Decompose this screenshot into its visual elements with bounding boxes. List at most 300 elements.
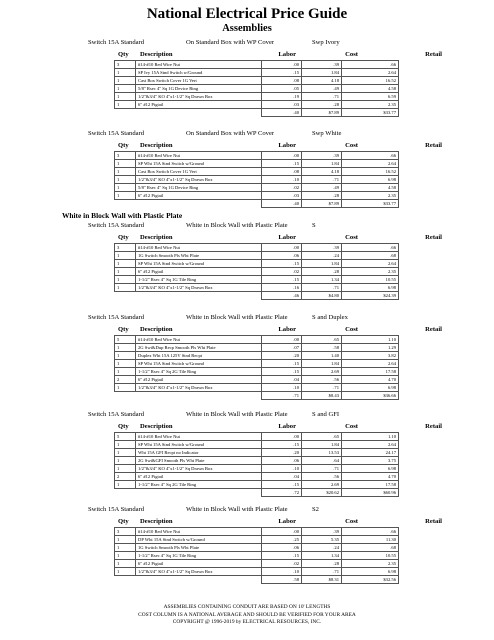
cell-qty: 1 <box>115 93 136 101</box>
cell-qty: 5 <box>115 433 136 441</box>
section-header <box>0 504 494 516</box>
cell-labor: .00 <box>262 528 302 536</box>
cell-description: Cast Box Switch Cover 1G Vert <box>136 168 262 176</box>
cell-description: 1G Switch Smooth Pls Wht Plate <box>136 252 262 260</box>
cell-labor: .05 <box>262 85 302 93</box>
cell-retail: .66 <box>342 528 399 536</box>
table-row <box>115 168 399 176</box>
col-cost: Cost <box>345 51 358 58</box>
col-retail: Retail <box>425 51 442 58</box>
col-labor: Labor <box>278 518 296 525</box>
col-qty: Qty <box>118 518 129 525</box>
table-row <box>115 544 399 552</box>
cell-description: 1/2"&3/4" KO 4"x1-1/2" Sq Drawn Box <box>136 465 262 473</box>
total-retail: $33.77 <box>342 200 399 208</box>
cell-empty <box>136 392 262 400</box>
cell-labor: .03 <box>262 192 302 200</box>
cell-description: 1/2"&3/4" KO 4"x1-1/2" Sq Drawn Box <box>136 568 262 576</box>
cell-qty: 1 <box>115 352 136 360</box>
cell-cost: .39 <box>302 61 342 69</box>
cell-labor: .15 <box>262 276 302 284</box>
total-labor: .71 <box>262 392 302 400</box>
section-variant: Swp White <box>312 130 342 137</box>
section-header <box>0 128 494 140</box>
table-row <box>115 481 399 489</box>
cell-qty: 1 <box>115 77 136 85</box>
col-retail: Retail <box>425 234 442 241</box>
cell-description: Duplex Wht 15A 125V Stnd Recpt <box>136 352 262 360</box>
cell-labor: .10 <box>262 568 302 576</box>
cell-retail: 2.35 <box>342 560 399 568</box>
cell-labor: .06 <box>262 544 302 552</box>
cell-description: SP Wht 15A Stnd Switch w/Ground <box>136 360 262 368</box>
table-row <box>115 344 399 352</box>
cell-description: 2G Swt&Dup Recp Smooth Pls Wht Plate <box>136 344 262 352</box>
total-retail: $33.77 <box>342 109 399 117</box>
cell-retail: 24.17 <box>342 449 399 457</box>
cell-empty <box>115 489 136 497</box>
section-assembly-name: Switch 15A Standard <box>88 506 145 513</box>
cell-cost: .28 <box>302 268 342 276</box>
cell-retail: 3.82 <box>342 352 399 360</box>
table-row <box>115 473 399 481</box>
cell-labor: .08 <box>262 168 302 176</box>
cell-cost: 5.35 <box>302 536 342 544</box>
total-row <box>115 292 399 300</box>
col-description: Description <box>140 142 173 149</box>
cell-qty: 1 <box>115 101 136 109</box>
table-row <box>115 244 399 252</box>
cell-labor: .25 <box>262 536 302 544</box>
cell-qty: 1 <box>115 384 136 392</box>
table-row <box>115 276 399 284</box>
cell-labor: .02 <box>262 560 302 568</box>
table-row <box>115 192 399 200</box>
cell-cost: .56 <box>302 376 342 384</box>
footer <box>0 604 494 627</box>
cell-description: 6" #12 Pigtail <box>136 192 262 200</box>
col-cost: Cost <box>345 423 358 430</box>
cell-qty: 1 <box>115 544 136 552</box>
cell-cost: .39 <box>302 528 342 536</box>
cell-description: 6" #12 Pigtail <box>136 560 262 568</box>
cell-description: 1/2"&3/4" KO 4"x1-1/2" Sq Drawn Box <box>136 284 262 292</box>
cell-retail: 2.64 <box>342 160 399 168</box>
cell-retail: 2.64 <box>342 260 399 268</box>
cell-qty: 1 <box>115 176 136 184</box>
cell-qty: 1 <box>115 481 136 489</box>
col-cost: Cost <box>345 234 358 241</box>
cell-retail: 17.58 <box>342 368 399 376</box>
cell-description: #14-#10 Red Wire Nut <box>136 433 262 441</box>
col-cost: Cost <box>345 142 358 149</box>
cell-retail: 6.59 <box>342 93 399 101</box>
page-title: National Electrical Price Guide <box>146 6 348 22</box>
col-description: Description <box>140 518 173 525</box>
table-row <box>115 93 399 101</box>
cell-empty <box>115 109 136 117</box>
total-retail: $24.39 <box>342 292 399 300</box>
cell-labor: .15 <box>262 368 302 376</box>
cell-labor: .06 <box>262 252 302 260</box>
table-row <box>115 85 399 93</box>
cell-retail: 4.58 <box>342 85 399 93</box>
cell-labor: .04 <box>262 473 302 481</box>
cell-cost: .71 <box>302 176 342 184</box>
cell-description: SP Ivy 15A Stnd Switch w/Ground <box>136 69 262 77</box>
assembly-section <box>0 128 494 208</box>
cell-retail: 4.58 <box>342 184 399 192</box>
col-qty: Qty <box>118 326 129 333</box>
cell-retail: 16.52 <box>342 77 399 85</box>
col-labor: Labor <box>278 326 296 333</box>
cell-cost: .24 <box>302 252 342 260</box>
cell-qty: 1 <box>115 449 136 457</box>
cell-labor: .03 <box>262 101 302 109</box>
cell-description: 1G Switch Smooth Pls Wht Plate <box>136 544 262 552</box>
section-variant: Swp Ivory <box>312 39 340 46</box>
cell-labor: .20 <box>262 449 302 457</box>
cell-qty: 2 <box>115 473 136 481</box>
cell-description: Wht 15A GFI Recpt no Indicator <box>136 449 262 457</box>
cell-retail: 6.98 <box>342 465 399 473</box>
cell-retail: 6.98 <box>342 384 399 392</box>
total-cost: $7.89 <box>302 109 342 117</box>
cell-retail: .66 <box>342 152 399 160</box>
cell-description: DP Wht 15A Stnd Switch w/Ground <box>136 536 262 544</box>
cell-qty: 1 <box>115 69 136 77</box>
cell-qty: 1 <box>115 560 136 568</box>
cell-qty: 1 <box>115 85 136 93</box>
cell-labor: .06 <box>262 457 302 465</box>
footer-line-1: ASSEMBLIES CONTAINING CONDUIT ARE BASED ON 10' LENGTHS <box>163 604 331 610</box>
table-row <box>115 376 399 384</box>
total-row <box>115 489 399 497</box>
cell-description: #14-#10 Red Wire Nut <box>136 244 262 252</box>
cell-retail: 3.75 <box>342 457 399 465</box>
table-row <box>115 336 399 344</box>
cell-retail: .66 <box>342 61 399 69</box>
cell-retail: 4.70 <box>342 473 399 481</box>
col-qty: Qty <box>118 142 129 149</box>
column-header-row <box>0 324 494 335</box>
col-cost: Cost <box>345 326 358 333</box>
total-row <box>115 109 399 117</box>
total-cost: $7.89 <box>302 200 342 208</box>
cell-labor: .20 <box>262 352 302 360</box>
cell-labor: .15 <box>262 552 302 560</box>
group-header: White in Block Wall with Plastic Plate <box>62 211 183 220</box>
footer-line-3: COPYRIGHT @ 1996-2019 by ELECTRICAL RESOURCES, INC. <box>172 619 322 625</box>
cell-cost: .28 <box>302 101 342 109</box>
section-variant: S and GFI <box>312 411 340 418</box>
cell-qty: 1 <box>115 260 136 268</box>
cell-labor: .00 <box>262 433 302 441</box>
cell-retail: .66 <box>342 244 399 252</box>
items-table <box>114 151 399 208</box>
total-cost: $20.62 <box>302 489 342 497</box>
cell-qty: 1 <box>115 344 136 352</box>
cell-cost: 1.34 <box>302 552 342 560</box>
col-description: Description <box>140 326 173 333</box>
cell-retail: 11.30 <box>342 536 399 544</box>
section-mounting: On Standard Box with WP Cover <box>186 130 275 137</box>
section-assembly-name: Switch 15A Standard <box>88 39 145 46</box>
cell-retail: .68 <box>342 544 399 552</box>
items-table <box>114 527 399 584</box>
cell-empty <box>115 200 136 208</box>
cell-cost: 1.40 <box>302 352 342 360</box>
cell-retail: .68 <box>342 252 399 260</box>
col-labor: Labor <box>278 234 296 241</box>
cell-cost: .39 <box>302 244 342 252</box>
col-retail: Retail <box>425 423 442 430</box>
cell-cost: .49 <box>302 85 342 93</box>
cell-cost: 4.18 <box>302 77 342 85</box>
cell-retail: 10.55 <box>342 276 399 284</box>
cell-empty <box>136 576 262 584</box>
section-mounting: On Standard Box with WP Cover <box>186 39 275 46</box>
section-assembly-name: Switch 15A Standard <box>88 130 145 137</box>
assembly-section <box>0 312 494 400</box>
cell-cost: 4.18 <box>302 168 342 176</box>
column-header-row <box>0 49 494 60</box>
table-row <box>115 61 399 69</box>
table-row <box>115 536 399 544</box>
cell-cost: .65 <box>302 433 342 441</box>
table-row <box>115 360 399 368</box>
cell-labor: .07 <box>262 344 302 352</box>
cell-qty: 1 <box>115 552 136 560</box>
cell-qty: 1 <box>115 252 136 260</box>
cell-qty: 1 <box>115 160 136 168</box>
section-mounting: White in Block Wall with Plastic Plate <box>186 222 288 229</box>
assembly-section <box>0 37 494 117</box>
table-row <box>115 252 399 260</box>
table-row <box>115 69 399 77</box>
table-row <box>115 152 399 160</box>
cell-qty: 1 <box>115 568 136 576</box>
page-subtitle: Assemblies <box>222 23 272 34</box>
cell-cost: .64 <box>302 457 342 465</box>
cell-retail: 6.98 <box>342 568 399 576</box>
cell-retail: 10.55 <box>342 552 399 560</box>
cell-description: #14-#10 Red Wire Nut <box>136 336 262 344</box>
col-qty: Qty <box>118 51 129 58</box>
cell-qty: 1 <box>115 192 136 200</box>
cell-cost: .71 <box>302 465 342 473</box>
cell-cost: .71 <box>302 93 342 101</box>
cell-description: SP Wht 15A Stnd Switch w/Ground <box>136 260 262 268</box>
cell-qty: 1 <box>115 441 136 449</box>
cell-labor: .15 <box>262 441 302 449</box>
section-mounting: White in Block Wall with Plastic Plate <box>186 314 288 321</box>
cell-retail: 16.52 <box>342 168 399 176</box>
table-row <box>115 260 399 268</box>
cell-labor: .10 <box>262 465 302 473</box>
cell-qty: 1 <box>115 368 136 376</box>
cell-cost: .71 <box>302 384 342 392</box>
section-mounting: White in Block Wall with Plastic Plate <box>186 506 288 513</box>
col-retail: Retail <box>425 326 442 333</box>
cell-description: 6" #12 Pigtail <box>136 268 262 276</box>
items-table <box>114 243 399 300</box>
cell-retail: 17.58 <box>342 481 399 489</box>
cell-labor: .02 <box>262 268 302 276</box>
table-row <box>115 268 399 276</box>
cell-cost: 2.69 <box>302 368 342 376</box>
cell-description: 6" #12 Pigtail <box>136 376 262 384</box>
cell-retail: 1.10 <box>342 433 399 441</box>
cell-description: 1/2"&3/4" KO 4"x1-1/2" Sq Drawn Box <box>136 176 262 184</box>
cell-description: 1/2"&3/4" KO 4"x1-1/2" Sq Drawn Box <box>136 384 262 392</box>
cell-qty: 1 <box>115 457 136 465</box>
cell-qty: 1 <box>115 284 136 292</box>
cell-retail: 6.98 <box>342 176 399 184</box>
cell-description: 2G Swt&GFI Smooth Pls Wht Plate <box>136 457 262 465</box>
cell-description: 5/8" Rsec 4" Sq 1G Device Ring <box>136 184 262 192</box>
total-retail: $36.66 <box>342 392 399 400</box>
cell-empty <box>136 109 262 117</box>
cell-labor: .15 <box>262 69 302 77</box>
cell-retail: 6.98 <box>342 284 399 292</box>
cell-qty: 1 <box>115 465 136 473</box>
total-row <box>115 576 399 584</box>
col-retail: Retail <box>425 142 442 149</box>
cell-cost: 1.84 <box>302 441 342 449</box>
cell-cost: .56 <box>302 473 342 481</box>
cell-qty: 1 <box>115 276 136 284</box>
total-labor: .58 <box>262 576 302 584</box>
cell-description: 1-1/2" Rsec 4" Sq 1G Tile Ring <box>136 552 262 560</box>
cell-retail: 2.64 <box>342 441 399 449</box>
section-assembly-name: Switch 15A Standard <box>88 222 145 229</box>
table-row <box>115 284 399 292</box>
cell-description: 6" #12 Pigtail <box>136 101 262 109</box>
cell-description: 6" #12 Pigtail <box>136 473 262 481</box>
total-labor: .72 <box>262 489 302 497</box>
assembly-section <box>0 409 494 497</box>
total-labor: .46 <box>262 292 302 300</box>
cell-cost: .39 <box>302 152 342 160</box>
section-variant: S and Duplex <box>312 314 348 321</box>
table-row <box>115 101 399 109</box>
cell-cost: 2.69 <box>302 481 342 489</box>
table-row <box>115 77 399 85</box>
section-assembly-name: Switch 15A Standard <box>88 314 145 321</box>
col-labor: Labor <box>278 51 296 58</box>
cell-qty: 1 <box>115 360 136 368</box>
cell-cost: 1.84 <box>302 360 342 368</box>
table-row <box>115 368 399 376</box>
cell-description: SP Wht 15A Stnd Switch w/Ground <box>136 160 262 168</box>
cell-qty: 3 <box>115 244 136 252</box>
section-variant: S2 <box>312 506 319 513</box>
cell-cost: 13.53 <box>302 449 342 457</box>
cell-empty <box>136 292 262 300</box>
column-header-row <box>0 421 494 432</box>
table-row <box>115 441 399 449</box>
cell-description: 1/2"&3/4" KO 4"x1-1/2" Sq Drawn Box <box>136 93 262 101</box>
cell-qty: 1 <box>115 184 136 192</box>
cell-cost: .24 <box>302 544 342 552</box>
section-header <box>0 312 494 324</box>
cell-cost: .49 <box>302 184 342 192</box>
total-row <box>115 200 399 208</box>
cell-cost: 1.84 <box>302 260 342 268</box>
col-description: Description <box>140 51 173 58</box>
cell-description: SP Wht 15A Stnd Switch w/Ground <box>136 441 262 449</box>
table-row <box>115 433 399 441</box>
total-cost: $8.31 <box>302 576 342 584</box>
cell-labor: .15 <box>262 481 302 489</box>
items-table <box>114 335 399 400</box>
col-qty: Qty <box>118 423 129 430</box>
cell-labor: .00 <box>262 336 302 344</box>
cell-qty: 2 <box>115 376 136 384</box>
table-row <box>115 568 399 576</box>
table-row <box>115 352 399 360</box>
col-description: Description <box>140 423 173 430</box>
total-labor: .40 <box>262 200 302 208</box>
cell-labor: .15 <box>262 260 302 268</box>
cell-description: 1-1/2" Rsec 4" Sq 2G Tile Ring <box>136 368 262 376</box>
cell-cost: .71 <box>302 284 342 292</box>
cell-cost: 1.84 <box>302 160 342 168</box>
cell-cost: .28 <box>302 560 342 568</box>
total-cost: $4.80 <box>302 292 342 300</box>
cell-retail: 1.29 <box>342 344 399 352</box>
cell-qty: 3 <box>115 152 136 160</box>
table-row <box>115 160 399 168</box>
section-assembly-name: Switch 15A Standard <box>88 411 145 418</box>
table-row <box>115 552 399 560</box>
column-header-row <box>0 232 494 243</box>
table-row <box>115 457 399 465</box>
cell-qty: 3 <box>115 61 136 69</box>
cell-cost: .65 <box>302 336 342 344</box>
table-row <box>115 184 399 192</box>
cell-labor: .04 <box>262 376 302 384</box>
cell-empty <box>115 392 136 400</box>
total-labor: .40 <box>262 109 302 117</box>
cell-retail: 2.64 <box>342 69 399 77</box>
table-row <box>115 528 399 536</box>
table-row <box>115 384 399 392</box>
cell-labor: .15 <box>262 160 302 168</box>
cell-qty: 3 <box>115 528 136 536</box>
cell-qty: 1 <box>115 268 136 276</box>
section-header <box>0 37 494 49</box>
cell-empty <box>115 292 136 300</box>
total-retail: $32.56 <box>342 576 399 584</box>
cell-description: #14-#10 Red Wire Nut <box>136 61 262 69</box>
cell-labor: .00 <box>262 152 302 160</box>
col-retail: Retail <box>425 518 442 525</box>
section-header <box>0 409 494 421</box>
cell-retail: 2.35 <box>342 101 399 109</box>
col-cost: Cost <box>345 518 358 525</box>
total-cost: $8.43 <box>302 392 342 400</box>
cell-retail: 4.70 <box>342 376 399 384</box>
cell-description: #14-#10 Red Wire Nut <box>136 528 262 536</box>
col-qty: Qty <box>118 234 129 241</box>
cell-cost: .71 <box>302 568 342 576</box>
cell-empty <box>136 200 262 208</box>
cell-cost: 1.34 <box>302 276 342 284</box>
section-variant: S <box>312 222 316 229</box>
cell-qty: 5 <box>115 336 136 344</box>
